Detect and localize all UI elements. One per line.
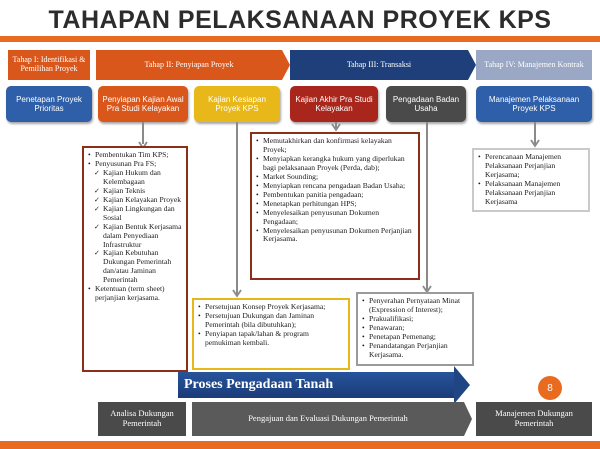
- list-item: • Market Sounding;: [256, 173, 414, 182]
- footer-divider: [0, 441, 600, 449]
- connector-line: [426, 122, 428, 290]
- list-item: • Pelaksanaan Manajemen Pelaksanaan Perjanjian Kerjasama: [478, 180, 584, 207]
- down-arrow-icon: [232, 288, 242, 298]
- list-item: • Menyelesaikan penyusunan Dokumen Perjanjian Kerjasama.: [256, 227, 414, 245]
- down-arrow-icon: [530, 138, 540, 148]
- box-kajian-akhir-tasks: [250, 132, 420, 280]
- title-divider: [0, 36, 600, 42]
- list-item: • Menyiapkan rencana pengadaan Badan Usaha;: [256, 182, 414, 191]
- phase-3-header: Tahap III: Transaksi: [290, 50, 468, 80]
- down-arrow-icon: [331, 122, 341, 132]
- phase-4-header: Tahap IV: Manajemen Kontrak: [476, 50, 592, 80]
- phase-1-header: Tahap I: Identifikasi & Pemilihan Proyek: [8, 50, 90, 80]
- bottom-manajemen-dukungan: Manajemen Dukungan Pemerintah: [476, 402, 592, 436]
- box-manajemen-tasks: [472, 148, 590, 212]
- step-kajian-akhir: Kajian Akhir Pra Studi Kelayakan: [290, 86, 378, 122]
- list-subitem: ✓ Kajian Kelayakan Proyek: [88, 196, 182, 205]
- bottom-analisa-dukungan: Analisa Dukungan Pemerintah: [98, 402, 186, 436]
- list-item: • Penyusunan Pra FS;: [88, 160, 182, 169]
- list-item: • Penyerahan Pernyataan Minat (Expression of Interest);: [362, 297, 468, 315]
- list-item: • Penetapan Pemenang;: [362, 333, 468, 342]
- step-kajian-kesiapan: Kajian Kesiapan Proyek KPS: [194, 86, 280, 122]
- bottom-arrow-tip: [464, 402, 472, 436]
- list-item: • Persetujuan Dukungan dan Jaminan Pemerintah (bila dibutuhkan);: [198, 312, 344, 330]
- list-item: • Prakualifikasi;: [362, 315, 468, 324]
- step-penetapan-proyek: Penetapan Proyek Prioritas: [6, 86, 92, 122]
- bottom-pengajuan-evaluasi: Pengajuan dan Evaluasi Dukungan Pemerintah: [192, 402, 464, 436]
- step-pengadaan-badan-usaha: Pengadaan Badan Usaha: [386, 86, 466, 122]
- list-item: • Pembentukan Tim KPS;: [88, 151, 182, 160]
- list-item: • Penandatangan Perjanjian Kerjasama.: [362, 342, 468, 360]
- list-subitem: ✓ Kajian Hukum dan Kelembagaan: [88, 169, 182, 187]
- list-item: • Perencanaan Manajemen Pelaksanaan Perjanjian Kerjasama;: [478, 153, 584, 180]
- list-item: • Menyiapkan kerangka hukum yang diperlukan bagi pelaksanaan Proyek (Perda, dab);: [256, 155, 414, 173]
- connector-line: [236, 122, 238, 294]
- step-kajian-awal: Penyiapan Kajian Awal Pra Studi Kelayakan: [98, 86, 188, 122]
- page-title: TAHAPAN PELAKSANAAN PROYEK KPS: [48, 6, 552, 34]
- list-item: • Menyelesaikan penyusunan Dokumen Pengadaan;: [256, 209, 414, 227]
- list-item: • Ketentuan (term sheet) perjanjian kerjasama.: [88, 285, 182, 303]
- list-item: • Memutakhirkan dan konfirmasi kelayakan Proyek;: [256, 137, 414, 155]
- list-item: • Penyiapan tapak/lahan & program pemukiman kembali.: [198, 330, 344, 348]
- phase-2-arrow-tip: [282, 50, 290, 80]
- list-subitem: ✓ Kajian Teknis: [88, 187, 182, 196]
- list-item: • Menetapkan perhitungan HPS;: [256, 200, 414, 209]
- list-subitem: ✓ Kajian Bentuk Kerjasama dalam Penyediaan Infrastruktur: [88, 223, 182, 250]
- phase-3-arrow-tip: [468, 50, 476, 80]
- box-pengadaan-tasks: [356, 292, 474, 366]
- list-item: • Persetujuan Konsep Proyek Kerjasama;: [198, 303, 344, 312]
- list-subitem: ✓ Kajian Lingkungan dan Sosial: [88, 205, 182, 223]
- list-item: • Penawaran;: [362, 324, 468, 333]
- box-kajian-awal-tasks: [82, 146, 188, 372]
- band-arrow-tip: [454, 366, 470, 404]
- list-item: • Pembentukan panitia pengadaan;: [256, 191, 414, 200]
- proses-pengadaan-tanah-band: Proses Pengadaan Tanah: [178, 372, 454, 398]
- step-manajemen-pelaksanaan: Manajemen Pelaksanaan Proyek KPS: [476, 86, 592, 122]
- page-number: 8: [538, 376, 562, 400]
- list-subitem: ✓ Kajian Kebutuhan Dukungan Pemerintah dan/atau Jaminan Pemerintah: [88, 249, 182, 285]
- box-kajian-kesiapan-tasks: [192, 298, 350, 370]
- phase-2-header: Tahap II: Penyiapan Proyek: [96, 50, 282, 80]
